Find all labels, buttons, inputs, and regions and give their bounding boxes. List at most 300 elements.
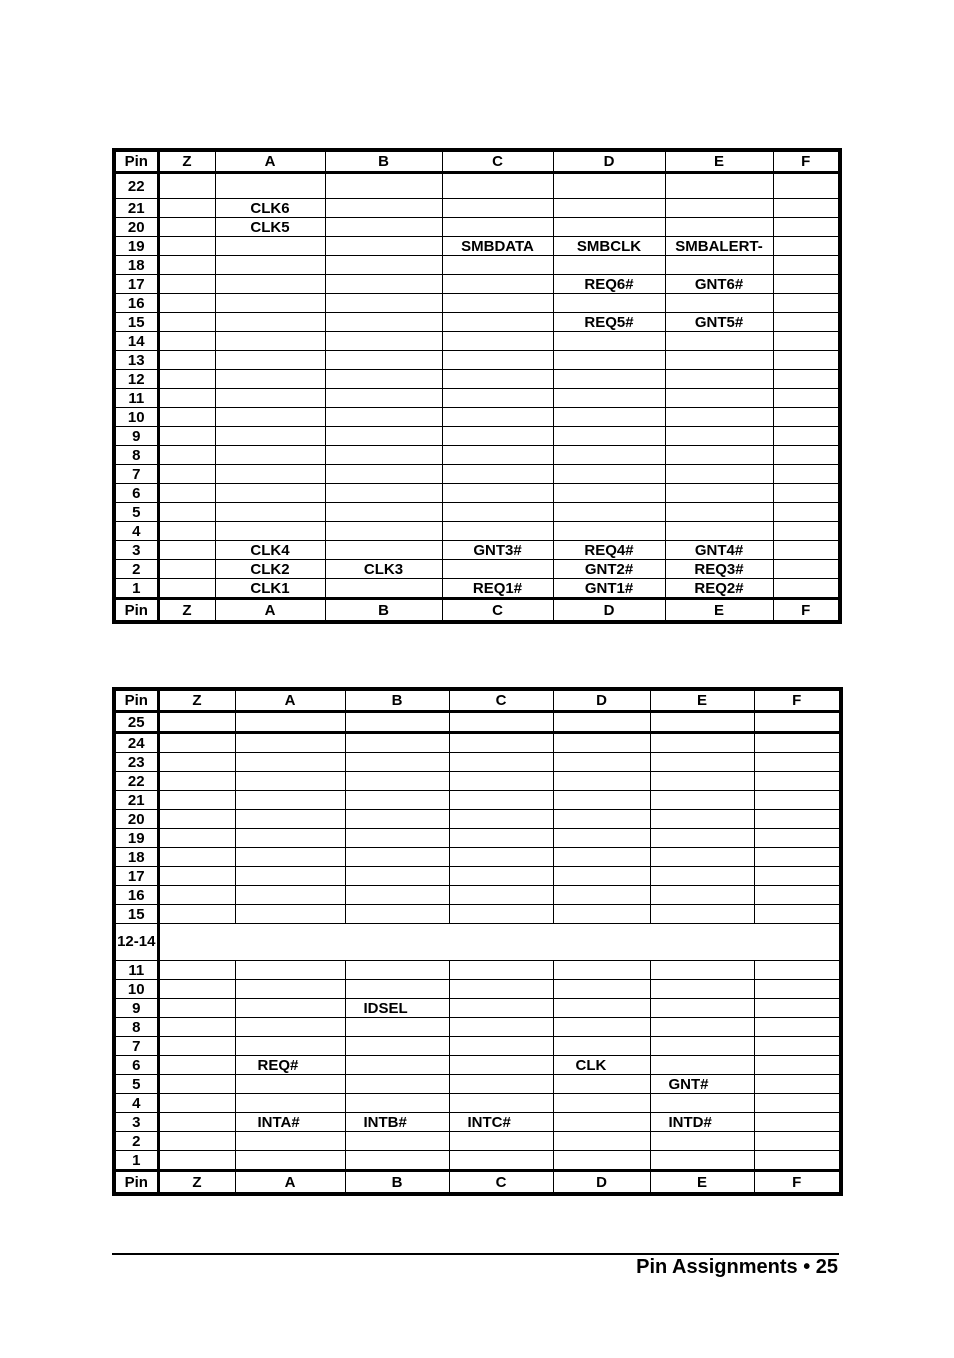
signal-cell <box>553 370 665 389</box>
signal-cell: C <box>449 1171 553 1195</box>
table-row <box>114 173 840 199</box>
signal-cell <box>235 810 345 829</box>
signal-cell: F <box>754 1171 841 1195</box>
signal-cell <box>754 772 841 791</box>
signal-cell <box>665 446 773 465</box>
signal-cell: REQ# <box>235 1056 345 1075</box>
table-row <box>114 446 840 465</box>
pin-number-cell: 6 <box>114 1056 158 1075</box>
signal-cell: SMBCLK <box>553 237 665 256</box>
signal-cell: B <box>325 150 442 173</box>
signal-cell <box>345 791 449 810</box>
signal-cell: A <box>215 150 325 173</box>
signal-cell <box>650 961 754 980</box>
signal-cell <box>442 173 553 199</box>
signal-cell <box>773 294 840 313</box>
pin-number-cell: 8 <box>114 1018 158 1037</box>
pin-number-cell: 19 <box>114 829 158 848</box>
signal-cell <box>650 829 754 848</box>
signal-cell: B <box>345 1171 449 1195</box>
pin-number-cell: 20 <box>114 218 158 237</box>
signal-cell <box>235 1075 345 1094</box>
signal-cell <box>442 427 553 446</box>
signal-cell <box>754 886 841 905</box>
signal-cell <box>650 1151 754 1171</box>
pin-assignment-table-2 <box>112 687 843 1196</box>
signal-cell <box>773 541 840 560</box>
signal-cell: D <box>553 1171 650 1195</box>
signal-cell <box>553 484 665 503</box>
signal-cell <box>325 389 442 408</box>
pin-number-cell: 12 <box>114 370 158 389</box>
signal-cell <box>553 173 665 199</box>
signal-cell <box>158 427 215 446</box>
table-row <box>114 1151 841 1171</box>
pin-number-cell: 3 <box>114 541 158 560</box>
pin-number-cell: 5 <box>114 1075 158 1094</box>
table-row <box>114 1075 841 1094</box>
signal-cell <box>773 218 840 237</box>
pin-number-cell: 22 <box>114 772 158 791</box>
table-row <box>114 848 841 867</box>
signal-cell <box>158 237 215 256</box>
signal-cell: E <box>665 599 773 623</box>
signal-cell <box>449 867 553 886</box>
signal-cell <box>215 484 325 503</box>
signal-cell <box>553 1018 650 1037</box>
pin-number-cell: 12-14 <box>114 924 158 961</box>
signal-cell <box>773 370 840 389</box>
signal-cell <box>553 867 650 886</box>
signal-cell <box>665 408 773 427</box>
signal-cell: REQ2# <box>665 579 773 599</box>
signal-cell <box>449 1094 553 1113</box>
table-row <box>114 313 840 332</box>
pin-number-cell: 10 <box>114 980 158 999</box>
table-row <box>114 332 840 351</box>
signal-cell: INTB# <box>345 1113 449 1132</box>
signal-cell <box>553 1075 650 1094</box>
signal-cell <box>754 999 841 1018</box>
pin-number-cell: Pin <box>114 150 158 173</box>
table-row <box>114 560 840 579</box>
signal-cell <box>665 218 773 237</box>
pin-number-cell: 19 <box>114 237 158 256</box>
signal-cell <box>553 218 665 237</box>
signal-cell <box>553 389 665 408</box>
table-row <box>114 810 841 829</box>
table-row <box>114 1132 841 1151</box>
pin-number-cell: 1 <box>114 579 158 599</box>
signal-cell: REQ6# <box>553 275 665 294</box>
signal-cell <box>553 905 650 924</box>
signal-cell: C <box>449 689 553 712</box>
signal-cell <box>158 980 235 999</box>
table-row <box>114 886 841 905</box>
signal-cell <box>345 1018 449 1037</box>
signal-cell <box>650 712 754 733</box>
signal-cell <box>325 199 442 218</box>
signal-cell <box>754 867 841 886</box>
signal-cell: REQ1# <box>442 579 553 599</box>
signal-cell <box>442 199 553 218</box>
signal-cell <box>235 1151 345 1171</box>
signal-cell <box>553 1151 650 1171</box>
signal-cell <box>158 199 215 218</box>
signal-cell: REQ3# <box>665 560 773 579</box>
signal-cell: C <box>442 599 553 623</box>
signal-cell <box>442 332 553 351</box>
signal-cell <box>158 256 215 275</box>
pin-number-cell: 21 <box>114 791 158 810</box>
signal-cell <box>449 829 553 848</box>
table-row <box>114 712 841 733</box>
signal-cell <box>442 465 553 484</box>
signal-cell <box>235 791 345 810</box>
signal-cell <box>553 446 665 465</box>
signal-cell <box>442 313 553 332</box>
signal-cell <box>158 484 215 503</box>
signal-cell <box>665 351 773 370</box>
signal-cell: CLK6 <box>215 199 325 218</box>
signal-cell <box>553 791 650 810</box>
signal-cell: REQ4# <box>553 541 665 560</box>
signal-cell <box>754 753 841 772</box>
pin-number-cell: 7 <box>114 1037 158 1056</box>
pin-number-cell: 3 <box>114 1113 158 1132</box>
signal-cell <box>158 848 235 867</box>
pin-number-cell: 21 <box>114 199 158 218</box>
signal-cell <box>449 980 553 999</box>
signal-cell: F <box>773 150 840 173</box>
pin-number-cell: 25 <box>114 712 158 733</box>
signal-cell <box>553 1037 650 1056</box>
table-row <box>114 905 841 924</box>
signal-cell <box>449 753 553 772</box>
signal-cell <box>754 712 841 733</box>
signal-cell <box>325 370 442 389</box>
signal-cell <box>650 848 754 867</box>
signal-cell <box>665 173 773 199</box>
signal-cell <box>158 294 215 313</box>
signal-cell <box>325 294 442 313</box>
table-row <box>114 772 841 791</box>
signal-cell <box>158 1151 235 1171</box>
signal-cell <box>345 733 449 753</box>
signal-cell: C <box>442 150 553 173</box>
pin-number-cell: 18 <box>114 848 158 867</box>
table-row <box>114 484 840 503</box>
signal-cell <box>235 829 345 848</box>
signal-cell <box>158 579 215 599</box>
signal-cell <box>345 905 449 924</box>
footer-row <box>114 599 840 623</box>
pin-number-cell: Pin <box>114 1171 158 1195</box>
signal-cell <box>754 848 841 867</box>
signal-cell <box>650 905 754 924</box>
signal-cell <box>773 351 840 370</box>
signal-cell: B <box>345 689 449 712</box>
signal-cell: GNT6# <box>665 275 773 294</box>
signal-cell: IDSEL <box>345 999 449 1018</box>
signal-cell <box>158 1113 235 1132</box>
merged-empty-cell <box>158 924 841 961</box>
signal-cell <box>158 1075 235 1094</box>
signal-cell <box>665 256 773 275</box>
pin-number-cell: 16 <box>114 294 158 313</box>
signal-cell <box>773 503 840 522</box>
signal-cell: CLK4 <box>215 541 325 560</box>
signal-cell <box>754 1151 841 1171</box>
signal-cell: F <box>773 599 840 623</box>
signal-cell <box>449 712 553 733</box>
pin-number-cell: Pin <box>114 599 158 623</box>
signal-cell <box>158 465 215 484</box>
pin-number-cell: 11 <box>114 389 158 408</box>
signal-cell: GNT4# <box>665 541 773 560</box>
table-row <box>114 237 840 256</box>
signal-cell <box>215 173 325 199</box>
signal-cell <box>442 446 553 465</box>
table-row <box>114 1094 841 1113</box>
signal-cell <box>449 772 553 791</box>
signal-cell <box>553 1094 650 1113</box>
page-footer: Pin Assignments • 25 <box>636 1256 838 1278</box>
signal-cell <box>553 522 665 541</box>
table-row <box>114 256 840 275</box>
signal-cell <box>449 733 553 753</box>
table-row <box>114 275 840 294</box>
signal-cell <box>650 753 754 772</box>
signal-cell: Z <box>158 689 235 712</box>
signal-cell <box>325 173 442 199</box>
signal-cell <box>325 332 442 351</box>
signal-cell <box>773 408 840 427</box>
table-row <box>114 408 840 427</box>
signal-cell <box>553 712 650 733</box>
signal-cell <box>158 173 215 199</box>
signal-cell <box>773 313 840 332</box>
signal-cell <box>158 389 215 408</box>
header-row <box>114 689 841 712</box>
signal-cell <box>442 218 553 237</box>
signal-cell: E <box>650 689 754 712</box>
signal-cell <box>442 522 553 541</box>
signal-cell <box>553 256 665 275</box>
signal-cell <box>325 313 442 332</box>
signal-cell: CLK <box>553 1056 650 1075</box>
signal-cell <box>158 351 215 370</box>
pin-number-cell: 6 <box>114 484 158 503</box>
signal-cell <box>158 753 235 772</box>
signal-cell <box>158 522 215 541</box>
signal-cell <box>449 905 553 924</box>
signal-cell <box>650 1018 754 1037</box>
signal-cell <box>773 256 840 275</box>
signal-cell <box>650 733 754 753</box>
signal-cell <box>553 294 665 313</box>
signal-cell <box>325 237 442 256</box>
signal-cell <box>650 1132 754 1151</box>
signal-cell <box>235 886 345 905</box>
pin-number-cell: 7 <box>114 465 158 484</box>
signal-cell <box>773 199 840 218</box>
signal-cell <box>754 1018 841 1037</box>
signal-cell <box>553 753 650 772</box>
signal-cell: E <box>650 1171 754 1195</box>
signal-cell <box>158 791 235 810</box>
signal-cell <box>345 772 449 791</box>
signal-cell <box>650 999 754 1018</box>
signal-cell: A <box>215 599 325 623</box>
signal-cell: CLK5 <box>215 218 325 237</box>
signal-cell: CLK1 <box>215 579 325 599</box>
signal-cell <box>553 503 665 522</box>
signal-cell <box>449 1018 553 1037</box>
signal-cell <box>754 733 841 753</box>
pin-number-cell: 18 <box>114 256 158 275</box>
pin-number-cell: 5 <box>114 503 158 522</box>
signal-cell <box>215 465 325 484</box>
signal-cell <box>665 484 773 503</box>
signal-cell <box>449 810 553 829</box>
signal-cell: A <box>235 1171 345 1195</box>
signal-cell <box>449 848 553 867</box>
signal-cell <box>345 886 449 905</box>
signal-cell <box>235 905 345 924</box>
pin-assignment-table-1 <box>112 148 842 624</box>
pin-number-cell: 20 <box>114 810 158 829</box>
pin-number-cell: 24 <box>114 733 158 753</box>
signal-cell <box>325 256 442 275</box>
signal-cell <box>345 1037 449 1056</box>
signal-cell <box>158 772 235 791</box>
table-row <box>114 427 840 446</box>
signal-cell <box>158 886 235 905</box>
signal-cell <box>158 218 215 237</box>
signal-cell <box>650 810 754 829</box>
signal-cell <box>345 961 449 980</box>
signal-cell: GNT5# <box>665 313 773 332</box>
signal-cell <box>345 1132 449 1151</box>
table-row <box>114 579 840 599</box>
pin-number-cell: 23 <box>114 753 158 772</box>
signal-cell <box>158 1018 235 1037</box>
signal-cell <box>235 712 345 733</box>
signal-cell <box>449 1075 553 1094</box>
signal-cell <box>773 465 840 484</box>
signal-cell <box>553 980 650 999</box>
signal-cell <box>325 446 442 465</box>
signal-cell <box>449 886 553 905</box>
signal-cell: INTD# <box>650 1113 754 1132</box>
signal-cell <box>650 1056 754 1075</box>
signal-cell <box>345 810 449 829</box>
pin-number-cell: 4 <box>114 522 158 541</box>
table-row <box>114 370 840 389</box>
signal-cell <box>442 370 553 389</box>
table-row <box>114 753 841 772</box>
signal-cell <box>345 1094 449 1113</box>
signal-cell <box>754 829 841 848</box>
signal-cell <box>665 332 773 351</box>
signal-cell <box>773 522 840 541</box>
signal-cell <box>235 753 345 772</box>
signal-cell: B <box>325 599 442 623</box>
signal-cell: GNT3# <box>442 541 553 560</box>
table-row <box>114 867 841 886</box>
table-row <box>114 199 840 218</box>
signal-cell <box>773 579 840 599</box>
signal-cell <box>325 541 442 560</box>
signal-cell <box>158 1094 235 1113</box>
signal-cell <box>442 408 553 427</box>
signal-cell <box>754 1037 841 1056</box>
pin-number-cell: 22 <box>114 173 158 199</box>
signal-cell <box>345 867 449 886</box>
signal-cell <box>215 427 325 446</box>
signal-cell <box>449 999 553 1018</box>
signal-cell <box>665 465 773 484</box>
signal-cell <box>553 999 650 1018</box>
signal-cell <box>158 313 215 332</box>
signal-cell <box>650 980 754 999</box>
pin-number-cell: 8 <box>114 446 158 465</box>
signal-cell <box>449 1151 553 1171</box>
signal-cell <box>235 980 345 999</box>
signal-cell: GNT# <box>650 1075 754 1094</box>
signal-cell <box>754 1056 841 1075</box>
signal-cell: INTC# <box>449 1113 553 1132</box>
signal-cell <box>449 1037 553 1056</box>
signal-cell <box>158 712 235 733</box>
signal-cell <box>553 733 650 753</box>
footer-rule <box>112 1253 839 1255</box>
pin-number-cell: 16 <box>114 886 158 905</box>
signal-cell <box>345 1075 449 1094</box>
signal-cell <box>215 256 325 275</box>
signal-cell <box>235 961 345 980</box>
signal-cell <box>215 389 325 408</box>
pin-number-cell: 2 <box>114 560 158 579</box>
signal-cell <box>553 465 665 484</box>
signal-cell <box>553 351 665 370</box>
table-row <box>114 1113 841 1132</box>
signal-cell <box>442 256 553 275</box>
signal-cell <box>773 173 840 199</box>
table-row <box>114 924 841 961</box>
signal-cell: CLK3 <box>325 560 442 579</box>
signal-cell <box>773 446 840 465</box>
signal-cell: Z <box>158 150 215 173</box>
signal-cell <box>773 427 840 446</box>
signal-cell <box>215 351 325 370</box>
signal-cell <box>345 848 449 867</box>
table-row <box>114 1018 841 1037</box>
signal-cell <box>650 886 754 905</box>
signal-cell <box>325 465 442 484</box>
signal-cell <box>215 332 325 351</box>
signal-cell <box>553 829 650 848</box>
signal-cell <box>650 867 754 886</box>
table-row <box>114 961 841 980</box>
signal-cell: REQ5# <box>553 313 665 332</box>
signal-cell <box>754 980 841 999</box>
footer-row <box>114 1171 841 1195</box>
signal-cell <box>773 560 840 579</box>
signal-cell <box>665 389 773 408</box>
signal-cell <box>215 522 325 541</box>
